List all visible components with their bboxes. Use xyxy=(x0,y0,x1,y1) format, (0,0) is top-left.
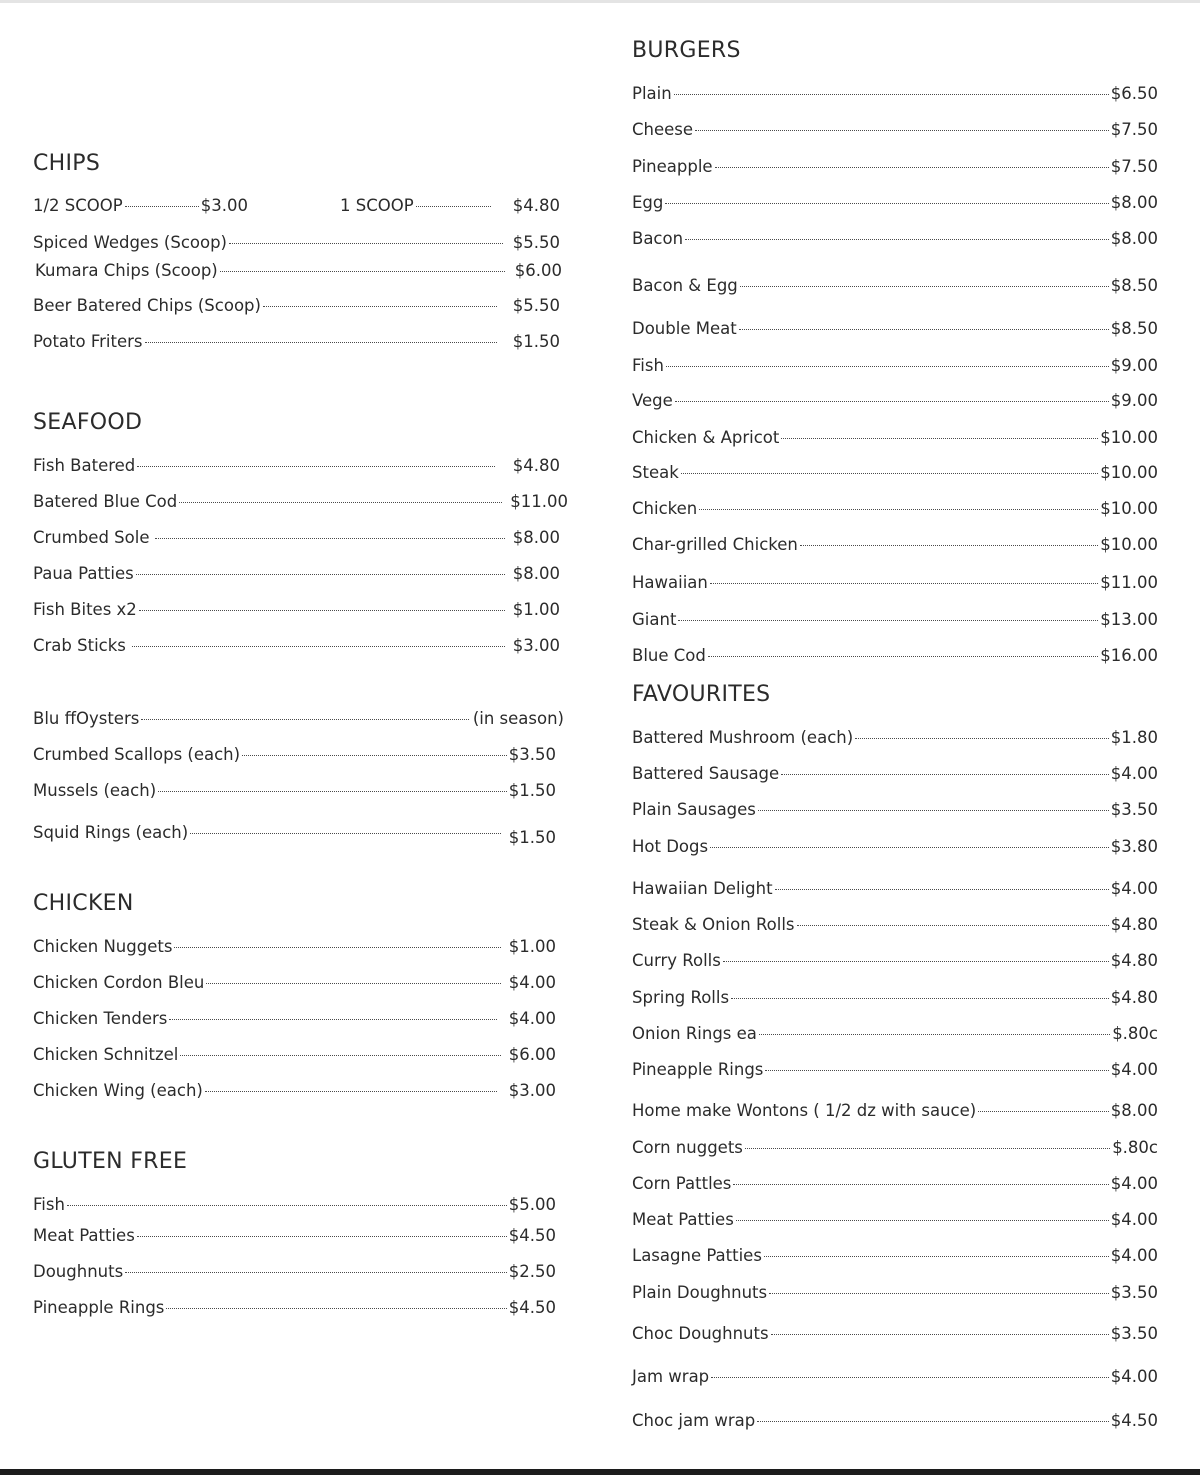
item-price: $10.00 xyxy=(1100,463,1158,482)
item-name: Corn nuggets xyxy=(632,1138,743,1157)
item-price: $9.00 xyxy=(1110,391,1158,410)
dot-leader xyxy=(180,1040,500,1060)
item-name: Steak xyxy=(632,463,679,482)
item-name: Chicken xyxy=(632,499,698,518)
item-price: $8.50 xyxy=(1110,319,1158,338)
dot-leader xyxy=(715,152,1109,172)
item-name: Choc jam wrap xyxy=(632,1411,756,1430)
item-price: $4.50 xyxy=(508,1298,556,1317)
bottom-border xyxy=(0,1469,1200,1475)
dot-leader xyxy=(681,458,1099,478)
item-price: $4.00 xyxy=(1110,879,1158,898)
menu-row xyxy=(33,740,556,762)
item-price: $4.50 xyxy=(1110,1411,1158,1430)
item-name: Chicken Tenders xyxy=(33,1009,168,1028)
dot-leader xyxy=(242,740,507,760)
item-price: $10.00 xyxy=(1100,499,1158,518)
item-price: $4.00 xyxy=(1110,764,1158,783)
item-price: $4.80 xyxy=(512,196,560,215)
item-price: $10.00 xyxy=(1100,428,1158,447)
item-price: $3.00 xyxy=(200,196,248,215)
menu-row xyxy=(632,1169,1158,1191)
menu-row xyxy=(33,1293,556,1315)
menu-row xyxy=(33,1257,556,1279)
menu-row xyxy=(632,605,1158,627)
item-price: $2.50 xyxy=(508,1262,556,1281)
menu-row xyxy=(33,1004,556,1026)
menu-row xyxy=(632,530,1158,552)
item-name: Crab Sticks xyxy=(33,636,126,655)
menu-row xyxy=(632,1319,1158,1341)
dot-leader xyxy=(665,188,1108,208)
menu-row xyxy=(632,494,1158,516)
favourites-heading: FAVOURITES xyxy=(632,682,771,707)
dot-leader xyxy=(139,595,505,615)
menu-row xyxy=(632,115,1158,137)
menu-row xyxy=(632,1019,1158,1041)
item-price: $5.50 xyxy=(512,233,560,252)
menu-row xyxy=(33,704,564,726)
menu-row xyxy=(632,946,1158,968)
menu-row xyxy=(632,1055,1158,1077)
item-price: $.80c xyxy=(1112,1024,1158,1043)
item-name: Fish Bites x2 xyxy=(33,600,137,619)
dot-leader xyxy=(739,314,1109,334)
menu-row-half-scoop xyxy=(33,191,248,213)
item-price: $11.00 xyxy=(1100,573,1158,592)
menu-row xyxy=(632,910,1158,932)
dot-leader xyxy=(678,605,1098,625)
dot-leader xyxy=(759,1019,1110,1039)
item-name: Meat Patties xyxy=(632,1210,734,1229)
item-price: $4.00 xyxy=(1110,1246,1158,1265)
item-name: Kumara Chips (Scoop) xyxy=(35,261,218,280)
menu-row xyxy=(33,968,556,990)
item-name: Double Meat xyxy=(632,319,737,338)
item-name: Crumbed Sole xyxy=(33,528,150,547)
item-price: $4.00 xyxy=(1110,1174,1158,1193)
menu-row xyxy=(632,188,1158,210)
menu-row xyxy=(632,1096,1158,1118)
dot-leader xyxy=(137,451,494,471)
item-price: $.80c xyxy=(1112,1138,1158,1157)
dot-leader xyxy=(125,191,199,211)
item-price: $4.80 xyxy=(1110,951,1158,970)
item-price: $8.00 xyxy=(512,528,560,547)
dot-leader xyxy=(765,1055,1108,1075)
menu-row xyxy=(33,228,560,250)
burgers-heading: BURGERS xyxy=(632,38,741,63)
item-name: Onion Rings ea xyxy=(632,1024,757,1043)
menu-row xyxy=(632,1133,1158,1155)
item-name: Blue Cod xyxy=(632,646,706,665)
menu-row xyxy=(632,314,1158,336)
dot-leader xyxy=(764,1241,1109,1261)
menu-row xyxy=(33,487,568,509)
item-price: $1.50 xyxy=(508,781,556,800)
menu-row xyxy=(632,1362,1158,1384)
gluten-free-heading: GLUTEN FREE xyxy=(33,1149,188,1174)
item-name: Crumbed Scallops (each) xyxy=(33,745,241,764)
item-name: Cheese xyxy=(632,120,694,139)
dot-leader xyxy=(769,1278,1109,1298)
item-name: Char-grilled Chicken xyxy=(632,535,798,554)
menu-row xyxy=(632,458,1158,480)
dot-leader xyxy=(205,1076,497,1096)
item-name: Lasagne Patties xyxy=(632,1246,762,1265)
item-name: Hawaiian Delight xyxy=(632,879,773,898)
seafood-heading: SEAFOOD xyxy=(33,410,143,435)
item-price: $7.50 xyxy=(1110,120,1158,139)
dot-leader xyxy=(416,191,491,211)
menu-row xyxy=(632,1278,1158,1300)
item-price: $1.50 xyxy=(508,828,556,847)
menu-row xyxy=(632,386,1158,408)
item-name: Fish xyxy=(33,1195,65,1214)
item-price: $8.50 xyxy=(1110,276,1158,295)
dot-leader xyxy=(141,704,469,724)
dot-leader xyxy=(800,530,1098,550)
top-border xyxy=(0,0,1200,3)
dot-leader xyxy=(745,1133,1110,1153)
dot-leader xyxy=(740,271,1109,291)
item-price: $3.50 xyxy=(508,745,556,764)
menu-row xyxy=(33,631,560,653)
menu-row xyxy=(33,451,560,473)
item-name: Bacon & Egg xyxy=(632,276,738,295)
item-price: $8.00 xyxy=(1110,193,1158,212)
dot-leader xyxy=(137,1221,507,1241)
item-price: $3.50 xyxy=(1110,1283,1158,1302)
menu-row xyxy=(33,1190,556,1212)
item-name: Plain Doughnuts xyxy=(632,1283,768,1302)
menu-row xyxy=(33,595,560,617)
item-price: $3.80 xyxy=(1110,837,1158,856)
item-price: $11.00 xyxy=(510,492,568,511)
item-name: Pineapple Rings xyxy=(632,1060,764,1079)
dot-leader xyxy=(710,568,1098,588)
item-price: $6.00 xyxy=(514,261,562,280)
dot-leader xyxy=(166,1293,506,1313)
item-name: Spiced Wedges (Scoop) xyxy=(33,233,227,252)
chips-heading: CHIPS xyxy=(33,151,101,176)
item-name: 1 SCOOP xyxy=(340,196,414,215)
item-name: Vege xyxy=(632,391,673,410)
dot-leader xyxy=(666,351,1109,371)
chicken-heading: CHICKEN xyxy=(33,891,134,916)
item-name: Battered Mushroom (each) xyxy=(632,728,854,747)
item-price: $6.00 xyxy=(508,1045,556,1064)
menu-row xyxy=(33,818,556,847)
item-price: $8.00 xyxy=(512,564,560,583)
dot-leader xyxy=(174,932,500,952)
item-name: Hawaiian xyxy=(632,573,708,592)
item-price: $8.00 xyxy=(1110,1101,1158,1120)
item-price: $1.80 xyxy=(1110,728,1158,747)
item-price: $4.00 xyxy=(1110,1367,1158,1386)
menu-row xyxy=(632,152,1158,174)
dot-leader xyxy=(158,776,507,796)
dot-leader xyxy=(733,1169,1108,1189)
menu-row xyxy=(33,291,560,313)
item-name: Home make Wontons ( 1/2 dz with sauce) xyxy=(632,1101,977,1120)
dot-leader xyxy=(675,386,1109,406)
menu-row xyxy=(632,983,1158,1005)
item-name: Pineapple xyxy=(632,157,713,176)
dot-leader xyxy=(125,1257,507,1277)
dot-leader xyxy=(685,224,1109,244)
menu-row xyxy=(33,523,560,545)
dot-leader xyxy=(797,910,1109,930)
item-price: $1.50 xyxy=(512,332,560,351)
dot-leader xyxy=(145,327,497,347)
menu-row xyxy=(33,327,560,349)
dot-leader xyxy=(695,115,1109,135)
item-price: $4.50 xyxy=(508,1226,556,1245)
menu-row xyxy=(632,723,1158,745)
menu-row xyxy=(33,1076,556,1098)
item-price: $16.00 xyxy=(1100,646,1158,665)
item-price: $6.50 xyxy=(1110,84,1158,103)
dot-leader xyxy=(229,228,503,248)
dot-leader xyxy=(758,795,1109,815)
item-price: $8.00 xyxy=(1110,229,1158,248)
item-name: Plain Sausages xyxy=(632,800,756,819)
menu-row-one-scoop xyxy=(340,191,560,213)
item-price: $4.80 xyxy=(1110,915,1158,934)
menu-row xyxy=(632,224,1158,246)
item-name: Spring Rolls xyxy=(632,988,730,1007)
item-price: $3.50 xyxy=(1110,1324,1158,1343)
dot-leader xyxy=(711,1362,1109,1382)
item-name: Pineapple Rings xyxy=(33,1298,165,1317)
item-price: $5.50 xyxy=(512,296,560,315)
menu-row xyxy=(632,79,1158,101)
item-name: Squid Rings (each) xyxy=(33,823,189,842)
dot-leader xyxy=(179,487,502,507)
menu-row xyxy=(632,1241,1158,1263)
item-name: Batered Blue Cod xyxy=(33,492,178,511)
item-name: Giant xyxy=(632,610,677,629)
dot-leader xyxy=(136,559,505,579)
dot-leader xyxy=(263,291,497,311)
item-name: Chicken Nuggets xyxy=(33,937,173,956)
item-price: $9.00 xyxy=(1110,356,1158,375)
item-name: Curry Rolls xyxy=(632,951,721,970)
menu-row xyxy=(632,568,1158,590)
menu-row xyxy=(632,759,1158,781)
dot-leader xyxy=(771,1319,1109,1339)
item-name: Chicken Wing (each) xyxy=(33,1081,203,1100)
item-price: $7.50 xyxy=(1110,157,1158,176)
dot-leader xyxy=(708,641,1098,661)
item-price: $4.00 xyxy=(1110,1060,1158,1079)
dot-leader xyxy=(206,968,500,988)
dot-leader xyxy=(781,759,1109,779)
item-name: Battered Sausage xyxy=(632,764,780,783)
menu-row xyxy=(632,641,1158,663)
item-price: (in season) xyxy=(472,709,564,728)
menu-row xyxy=(632,1406,1158,1428)
dot-leader xyxy=(699,494,1098,514)
menu-row xyxy=(632,351,1158,373)
dot-leader xyxy=(723,946,1109,966)
item-name: Blu ffOysters xyxy=(33,709,140,728)
dot-leader xyxy=(775,874,1109,894)
menu-row xyxy=(35,256,562,278)
item-name: Plain xyxy=(632,84,672,103)
dot-leader xyxy=(674,79,1109,99)
dot-leader xyxy=(736,1205,1109,1225)
dot-leader xyxy=(710,832,1109,852)
item-name: Steak & Onion Rolls xyxy=(632,915,795,934)
item-price: $3.50 xyxy=(1110,800,1158,819)
item-name: Choc Doughnuts xyxy=(632,1324,769,1343)
menu-row xyxy=(632,874,1158,896)
menu-row xyxy=(632,832,1158,854)
dot-leader xyxy=(757,1406,1108,1426)
item-price: $4.80 xyxy=(1110,988,1158,1007)
dot-leader xyxy=(781,423,1098,443)
menu-row xyxy=(33,1040,556,1062)
dot-leader xyxy=(190,818,501,838)
dot-leader xyxy=(132,631,505,651)
item-name: Meat Patties xyxy=(33,1226,135,1245)
dot-leader xyxy=(220,256,505,276)
dot-leader xyxy=(169,1004,496,1024)
item-name: Hot Dogs xyxy=(632,837,709,856)
item-name: Beer Batered Chips (Scoop) xyxy=(33,296,261,315)
item-price: $4.80 xyxy=(512,456,560,475)
menu-row xyxy=(632,271,1158,293)
item-name: Chicken Schnitzel xyxy=(33,1045,179,1064)
item-price: $5.00 xyxy=(508,1195,556,1214)
menu-row xyxy=(33,559,560,581)
menu-row xyxy=(33,776,556,798)
item-name: Potato Friters xyxy=(33,332,143,351)
item-name: Fish xyxy=(632,356,664,375)
item-price: $1.00 xyxy=(512,600,560,619)
item-price: $4.00 xyxy=(508,973,556,992)
dot-leader xyxy=(155,523,504,543)
dot-leader xyxy=(731,983,1109,1003)
item-name: Paua Patties xyxy=(33,564,134,583)
menu-row xyxy=(632,795,1158,817)
item-price: $3.00 xyxy=(512,636,560,655)
item-name: Mussels (each) xyxy=(33,781,157,800)
item-price: $10.00 xyxy=(1100,535,1158,554)
dot-leader xyxy=(978,1096,1109,1116)
dot-leader xyxy=(855,723,1109,743)
item-name: Jam wrap xyxy=(632,1367,710,1386)
item-name: Egg xyxy=(632,193,664,212)
item-name: Corn Pattles xyxy=(632,1174,732,1193)
menu-row xyxy=(33,1221,556,1243)
item-name: Chicken Cordon Bleu xyxy=(33,973,205,992)
menu-row xyxy=(33,932,556,954)
item-price: $3.00 xyxy=(508,1081,556,1100)
item-price: $4.00 xyxy=(1110,1210,1158,1229)
menu-row xyxy=(632,423,1158,445)
item-name: 1/2 SCOOP xyxy=(33,196,123,215)
item-price: $13.00 xyxy=(1100,610,1158,629)
item-name: Fish Batered xyxy=(33,456,136,475)
item-name: Doughnuts xyxy=(33,1262,124,1281)
menu-row xyxy=(632,1205,1158,1227)
item-name: Chicken & Apricot xyxy=(632,428,780,447)
item-name: Bacon xyxy=(632,229,684,248)
item-price: $1.00 xyxy=(508,937,556,956)
dot-leader xyxy=(67,1190,507,1210)
item-price: $4.00 xyxy=(508,1009,556,1028)
